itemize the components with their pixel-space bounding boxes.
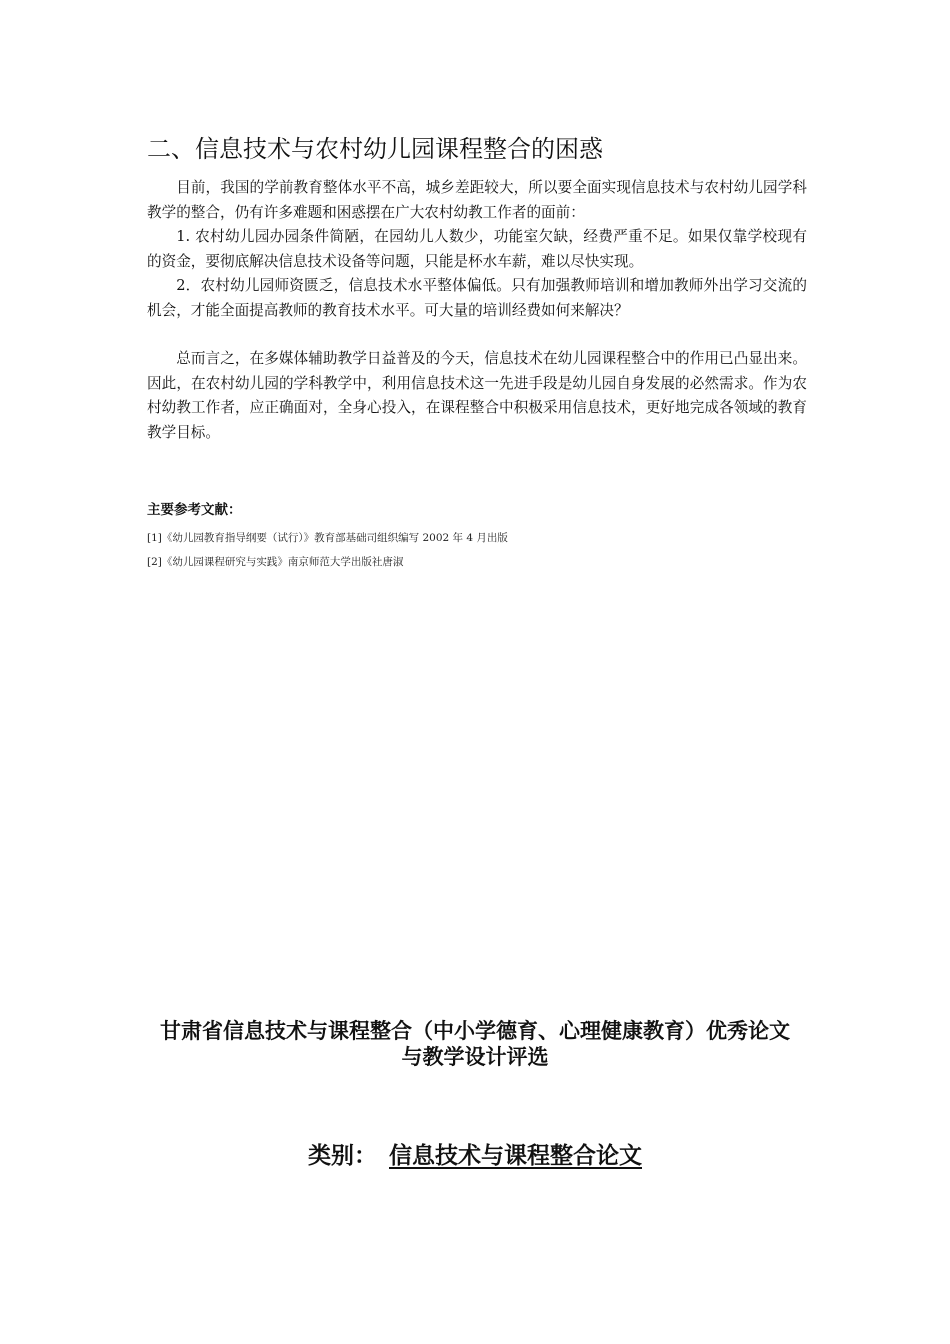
conclusion-body [147, 347, 807, 445]
references-list [147, 526, 508, 574]
cover-title-line-2: 与教学设计评选 [401, 1045, 549, 1069]
reference-item: [1]《幼儿园教育指导纲要（试行）》教育部基础司组织编写 2002 年 4 月出版 [147, 532, 508, 544]
intro-paragraph: 目前，我国的学前教育整体水平不高，城乡差距较大，所以要全面实现信息技术与农村幼儿园学科教学的整合，仍有许多难题和困惑摆在广大农村幼教工作者的面前： [147, 179, 807, 221]
section-heading: 二、信息技术与农村幼儿园课程整合的困惑 [147, 135, 603, 163]
references-heading: 主要参考文献： [147, 502, 242, 518]
cover-title [100, 1018, 850, 1070]
difficulty-paragraph-2: 2．农村幼儿园师资匮乏，信息技术水平整体偏低。只有加强教师培训和增加教师外出学习交流的机会，才能全面提高教师的教育技术水平。可大量的培训经费如何来解决？ [147, 277, 807, 319]
conclusion-paragraph: 总而言之，在多媒体辅助教学日益普及的今天，信息技术在幼儿园课程整合中的作用已凸显出来。因此，在农村幼儿园的学科教学中，利用信息技术这一先进手段是幼儿园自身发展的必然需求。作为农村幼教工作者，应正确面对，全身心投入，在课程整合中积极采用信息技术，更好地完成各领域的教育教学目标。 [147, 350, 807, 441]
cover-title-line-1: 甘肃省信息技术与课程整合（中小学德育、心理健康教育）优秀论文 [160, 1019, 790, 1043]
difficulty-paragraph-1: 1. 农村幼儿园办园条件简陋，在园幼儿人数少，功能室欠缺，经费严重不足。如果仅靠学校现有的资金，要彻底解决信息技术设备等问题，只能是杯水车薪，难以尽快实现。 [147, 228, 807, 270]
section-body [147, 176, 807, 323]
category-line [100, 1140, 850, 1172]
category-value: 信息技术与课程整合论文 [389, 1143, 642, 1169]
category-label: 类别： [308, 1143, 377, 1169]
reference-item: [2]《幼儿园课程研究与实践》南京师范大学出版社唐淑 [147, 556, 404, 568]
